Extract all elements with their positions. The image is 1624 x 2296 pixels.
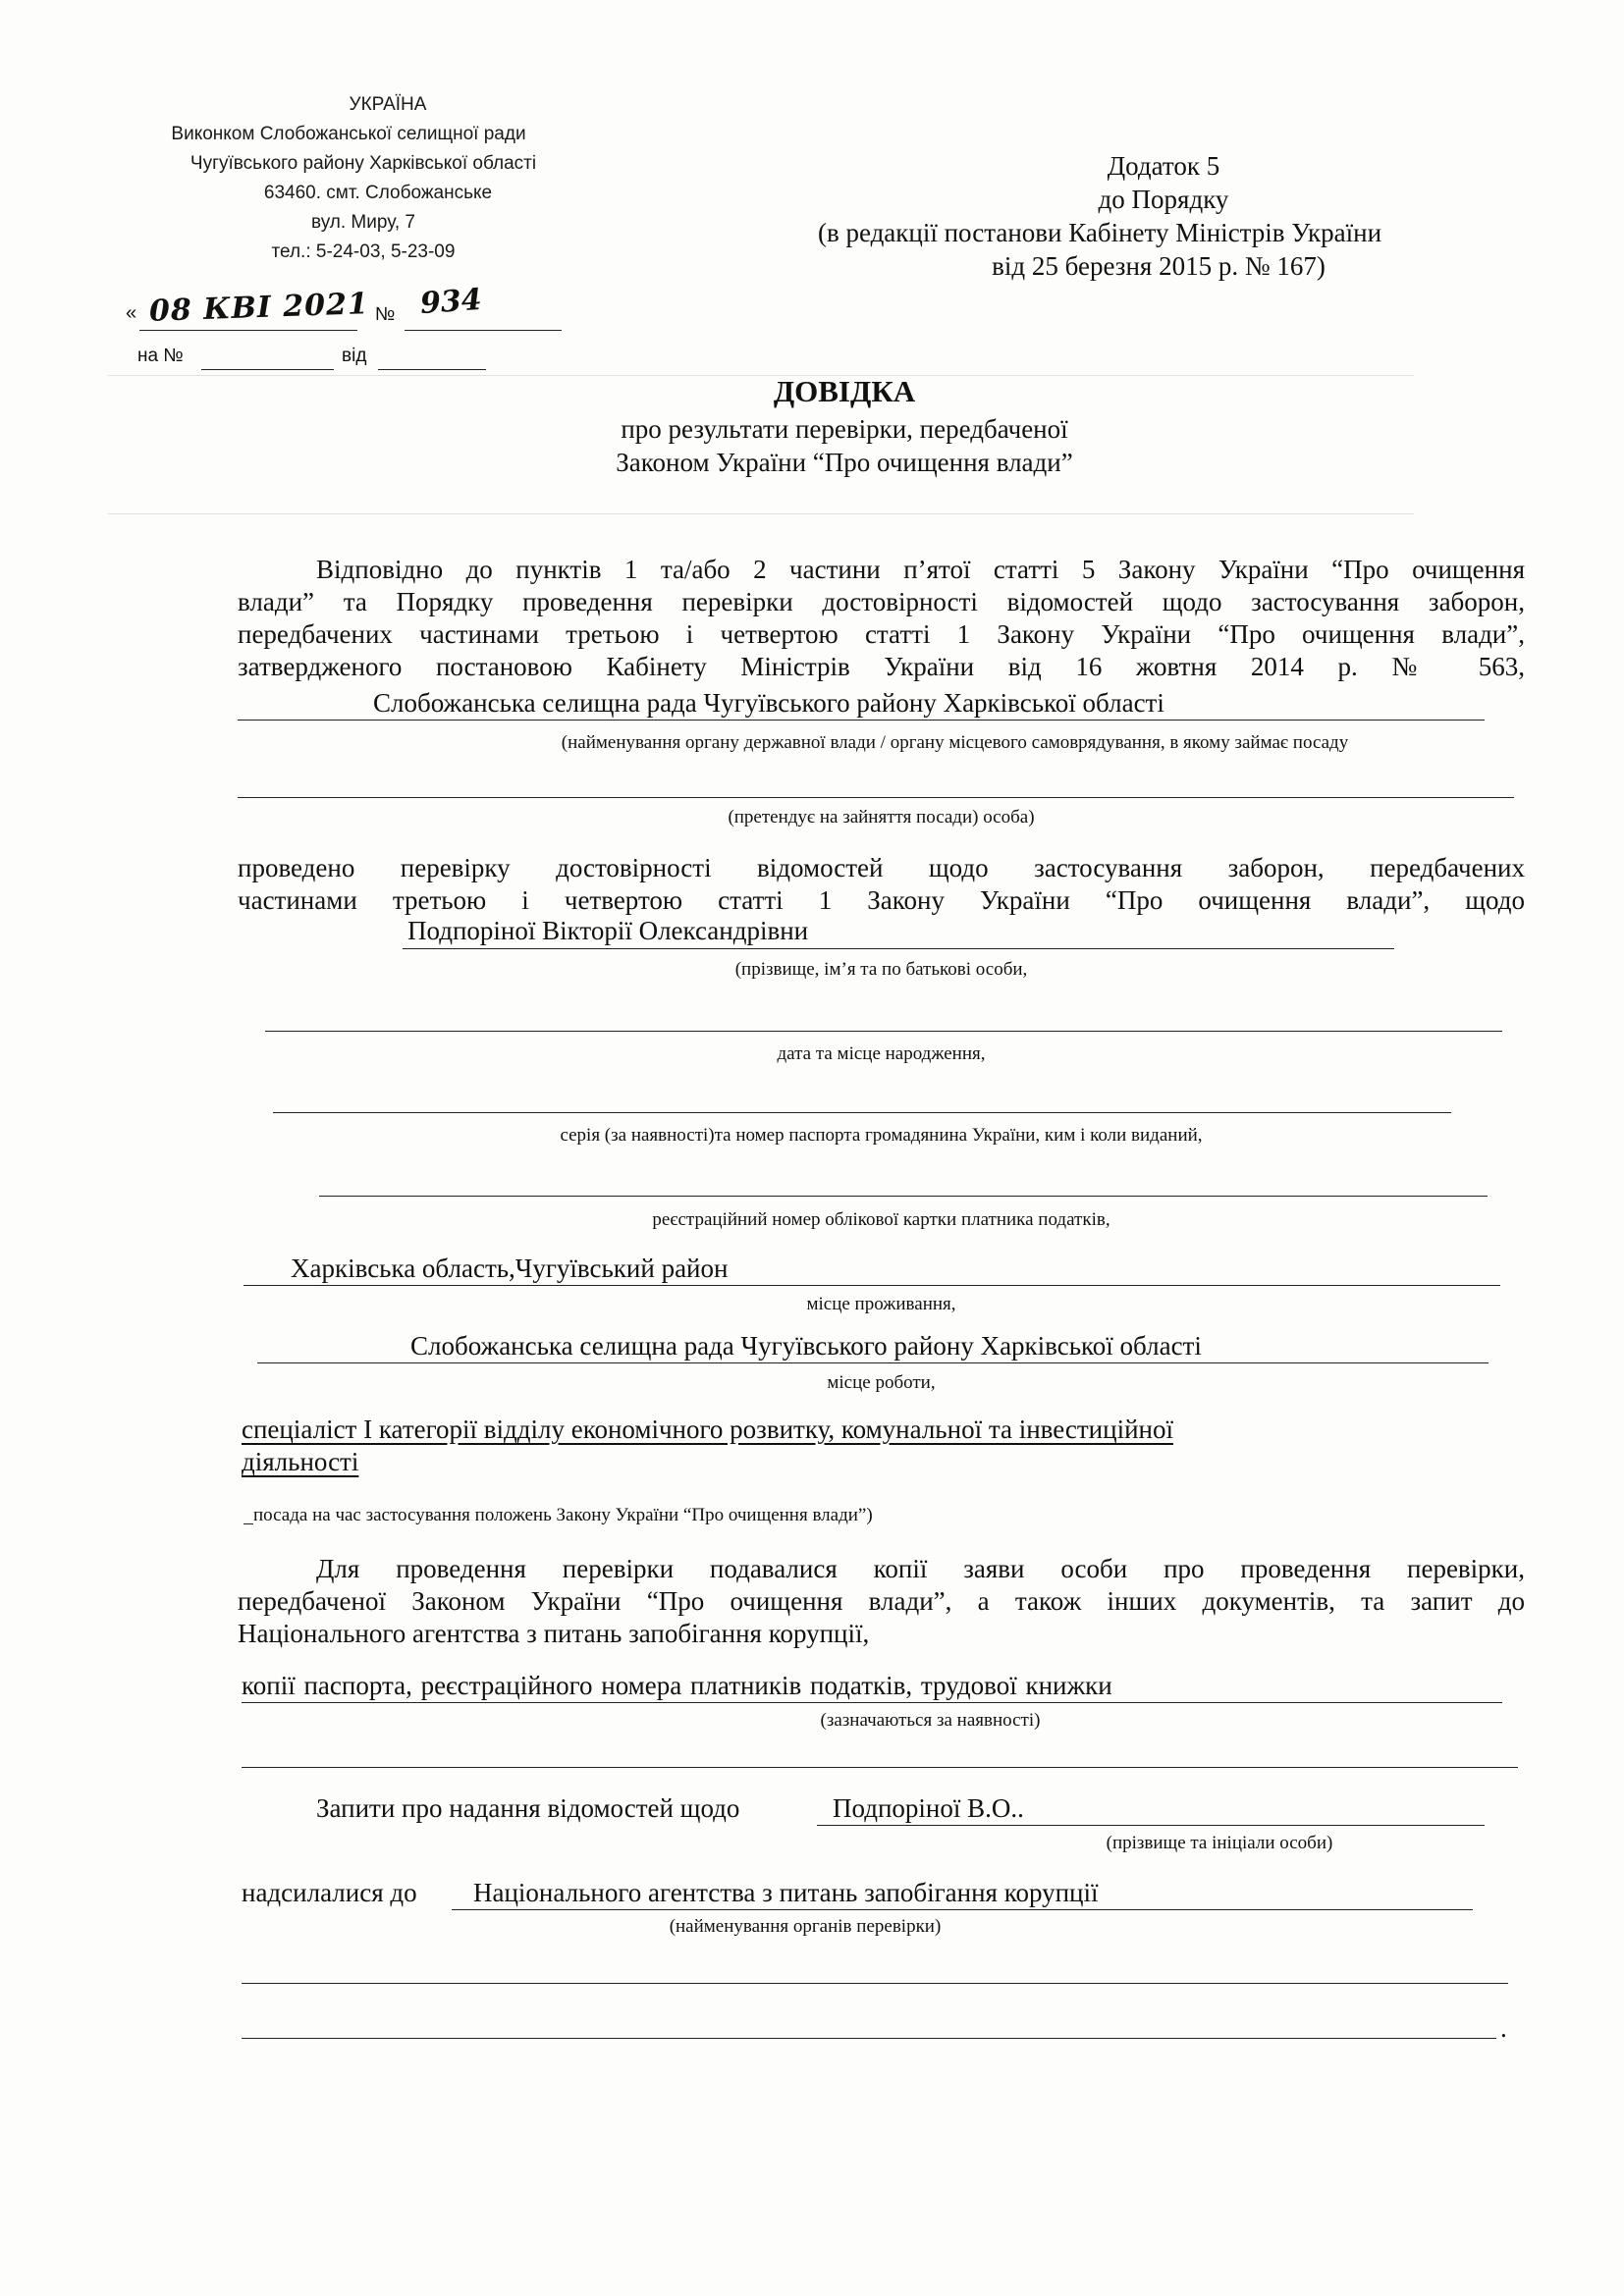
para3-line3: Національного агентства з питань запобігання корупції, [238, 1619, 870, 1648]
organ-caption: (найменування органу державної влади / органу місцевого самоврядування, в якому займає посаду [561, 732, 1349, 753]
stamp-vid-line [378, 369, 486, 370]
stamp-date-line [139, 330, 357, 331]
position-caption-line [244, 1523, 253, 1524]
position-line1: спеціаліст І категорії відділу економічного розвитку, комунальної та інвестиційної [242, 1415, 1173, 1444]
position-line2: діяльності [242, 1447, 359, 1476]
final-line-2 [242, 2038, 1496, 2039]
requests-value: Подпоріної В.О.. [833, 1793, 1024, 1823]
document-subtitle-1: про результати перевірки, передбаченої [621, 414, 1068, 444]
annex-line4: від 25 березня 2015 р. № 167) [992, 251, 1326, 281]
stamp-address2: вул. Миру, 7 [311, 212, 415, 233]
para1-line2: влади” та Порядку проведення перевірки достовірності відомостей щодо застосування заборон, [238, 587, 1525, 616]
passport-line [273, 1112, 1451, 1113]
document-title: ДОВІДКА [773, 374, 916, 408]
final-line-1 [242, 1983, 1508, 1984]
docs-value: копії паспорта, реєстраційного номера платників податків, трудової книжки [242, 1671, 1112, 1700]
paragraph-documents [238, 1553, 1525, 1650]
requests-label: Запити про надання відомостей щодо [316, 1793, 740, 1823]
work-line [257, 1362, 1489, 1363]
annex-line2: до Порядку [1098, 185, 1229, 214]
stamp-na-line [201, 369, 334, 370]
person-caption: (прізвище, ім’я та по батькові особи, [734, 959, 1028, 980]
paragraph-check [238, 852, 1525, 917]
position-value [242, 1414, 1529, 1478]
sent-value: Національного агентства з питань запобігання корупції [473, 1878, 1099, 1907]
final-dot: . [1500, 2013, 1507, 2043]
work-value: Слобожанська селищна рада Чугуївського району Харківської області [410, 1331, 1202, 1361]
annex-line1: Додаток 5 [1107, 151, 1220, 181]
residence-caption: місце проживання, [806, 1294, 956, 1314]
residence-line [244, 1285, 1500, 1286]
para3-line1: Для проведення перевірки подавалися копії заяви особи про проведення перевірки, [316, 1554, 1525, 1583]
annex-line3: (в редакції постанови Кабінету Міністрів України [817, 218, 1382, 247]
para2-line1: проведено перевірку достовірності відомостей щодо застосування заборон, передбачених [238, 853, 1525, 882]
requests-line [817, 1825, 1485, 1826]
docs-caption: (зазначаються за наявності) [820, 1710, 1041, 1731]
candidate-line [238, 797, 1514, 798]
residence-value: Харківська область,Чугуївський район [291, 1254, 729, 1283]
document-title-block [550, 371, 1139, 479]
stamp-number-line [405, 330, 562, 331]
requests-caption: (прізвище та ініціали особи) [1106, 1833, 1333, 1853]
para1-line4: затвердженого постановою Кабінету Міністрів України від 16 жовтня 2014 р. № 563, [238, 652, 1525, 681]
stamp-address1: 63460. смт. Слобожанське [263, 183, 493, 203]
position-caption: посада на час застосування положень Закону України “Про очищення влади”) [253, 1505, 873, 1525]
organ-line [238, 720, 1485, 721]
stamp-org-line2: Чугуївського району Харківської області [189, 153, 537, 174]
organ-value: Слобожанська селищна рада Чугуївського району Харківської області [373, 688, 1164, 718]
docs-line [242, 1702, 1502, 1703]
stamp-na-label: на № [137, 346, 184, 366]
stamp-vid-label: від [342, 346, 367, 366]
para3-line2: передбаченої Законом України “Про очищення влади”, а також інших документів, та запит до [238, 1586, 1525, 1616]
stamp-org-line1: Виконком Слобожанської селищної ради [171, 124, 526, 144]
stamp-country: УКРАЇНА [349, 94, 427, 115]
docs-extra-line [242, 1767, 1518, 1768]
para1-line1: Відповідно до пунктів 1 та/або 2 частини п’ятої статті 5 Закону України “Про очищення [316, 555, 1525, 584]
birth-line [265, 1031, 1502, 1032]
para1-line3: передбачених частинами третьою і четвертою статті 1 Закону України “Про очищення влади”, [238, 619, 1525, 649]
stamp-number-handwritten: 934 [418, 282, 483, 322]
document-subtitle-2: Законом України “Про очищення влади” [616, 448, 1073, 477]
candidate-caption: (претендує на зайняття посади) особа) [728, 807, 1035, 828]
person-line [403, 948, 1394, 949]
stamp-date-prefix: « [126, 302, 137, 324]
para2-line2: частинами третьою і четвертою статті 1 Закону України “Про очищення влади”, щодо [238, 885, 1525, 915]
sent-label: надсилалися до [242, 1878, 417, 1907]
stamp-date-handwritten: 08 КВІ 2021 [148, 287, 370, 329]
birth-caption: дата та місце народження, [777, 1043, 986, 1064]
work-caption: місце роботи, [827, 1372, 936, 1393]
paragraph-legal-basis [238, 554, 1525, 683]
sent-caption: (найменування органів перевірки) [669, 1916, 942, 1937]
annex-block [746, 149, 1453, 283]
stamp-phones: тел.: 5-24-03, 5-23-09 [271, 241, 456, 262]
person-value: Подпоріної Вікторії Олександрівни [407, 916, 809, 945]
sent-line [452, 1909, 1473, 1910]
stamp-block [118, 90, 579, 267]
tax-caption: реєстраційний номер облікової картки платника податків, [652, 1209, 1110, 1230]
passport-caption: серія (за наявності)та номер паспорта громадянина України, ким і коли виданий, [560, 1125, 1203, 1146]
tax-line [319, 1196, 1488, 1197]
stamp-number-prefix: № [375, 304, 396, 325]
